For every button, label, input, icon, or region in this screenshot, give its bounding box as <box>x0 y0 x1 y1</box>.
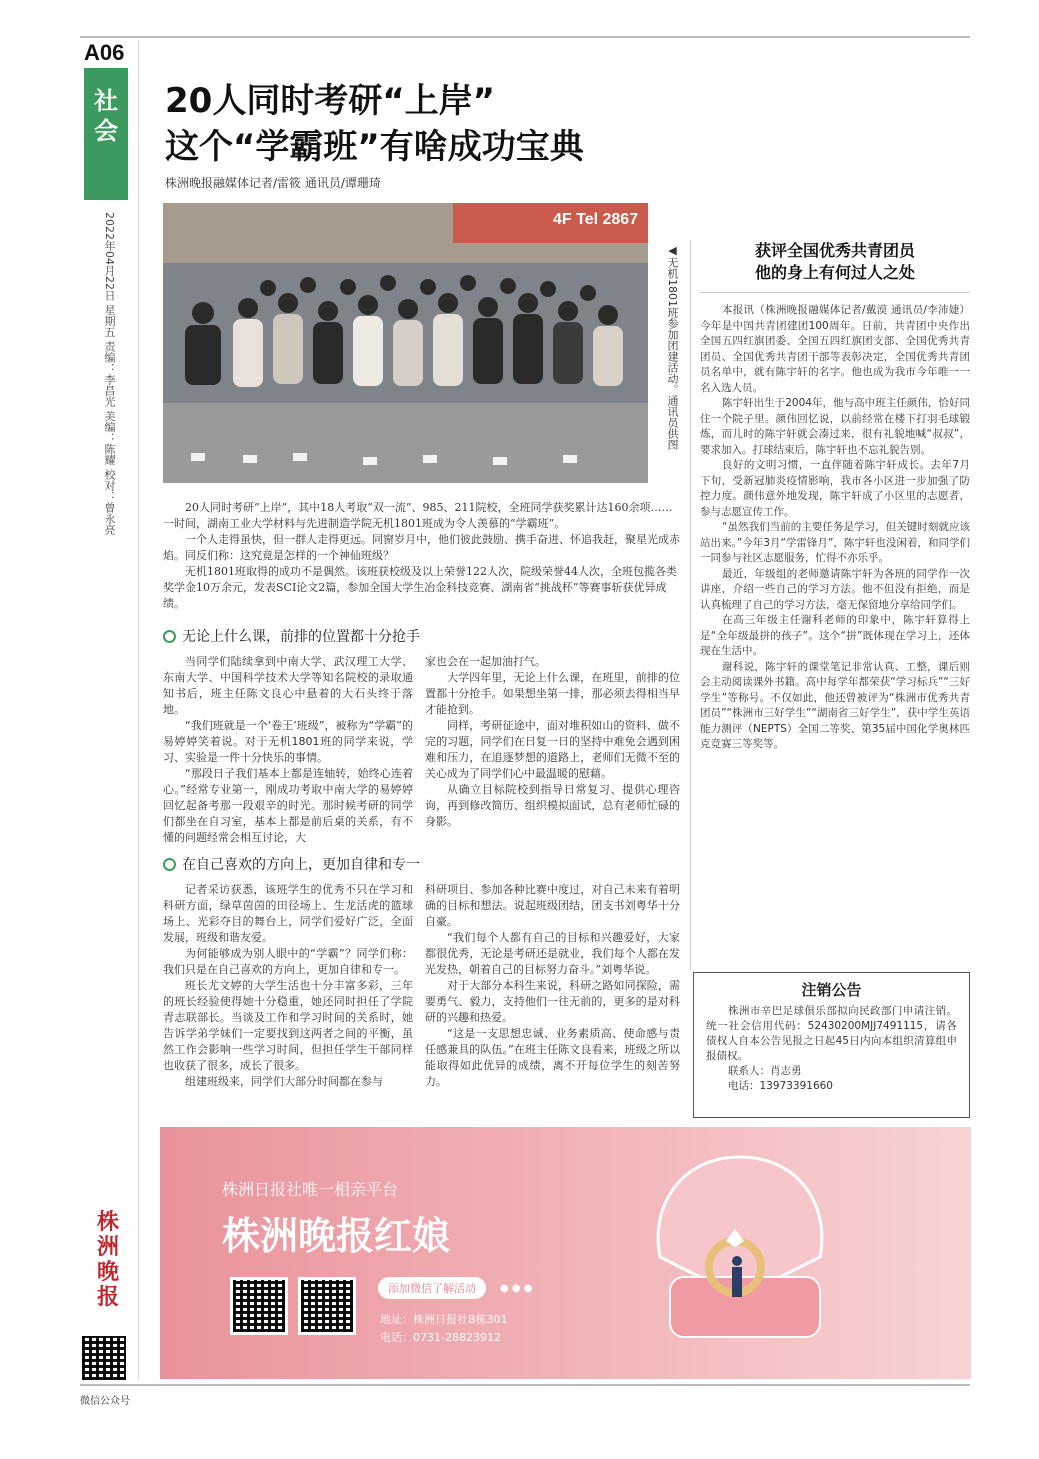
ad-phone: 电话：0731-28823912 <box>380 1331 501 1344</box>
photo-sign-text: 4F Tel 2867 <box>553 211 639 228</box>
body-paragraph: 班长尤文婷的大学生活也十分丰富多彩，三年的班长经验使得她十分稳重，她还同时担任了学院青志联部长。当谈及工作和学习时间的关系时，她告诉学弟学妹们一定要找到这两者之间的平衡，虽然工作会影响一些学习时间，但担任学生干部同样也收获了很多，成长了很多。 <box>163 979 413 1072</box>
subheading-2 <box>163 854 420 874</box>
sidebar-paragraph: 最近，年级组的老师邀请陈宇轩为各班的同学作一次讲座，介绍一些自己的学习方法。他不但没有拒绝，而是认真梳理了自己的学习方法，毫无保留地分享给同学们。 <box>700 567 970 611</box>
headline <box>165 78 584 170</box>
body-paragraph: 同样，考研征途中，面对堆积如山的资料、做不完的习题，同学们在日复一日的坚持中难免会遇到困难和压力，在追逐梦想的道路上，老师们无微不至的关心成为了同学们心中最温暖的慰藉。 <box>425 719 680 780</box>
sidebar-body <box>700 303 970 753</box>
body-paragraph: “这是一支思想忠诚、业务素质高、使命感与责任感兼具的队伍。”在班主任陈文良看来，班级之所以能取得如此优异的成绩，离不开每位学生的刻苦努力。 <box>425 1027 680 1088</box>
section2-column-b <box>425 882 680 1090</box>
body-paragraph: 家也会在一起加油打气。 <box>425 655 546 668</box>
subheading-1 <box>163 626 420 646</box>
sidebar-paragraph: 良好的文明习惯，一直伴随着陈宇轩成长。去年7月下旬，受新冠肺炎疫情影响，我市各小区进一步加强了防控力度。颜伟意外地发现，陈宇轩成了小区里的志愿者，参与志愿宣传工作。 <box>700 459 970 518</box>
photo-caption: ◀无机1801班参加团建活动。通讯员供图 <box>666 244 679 450</box>
sidebar-rule <box>700 292 970 293</box>
newspaper-logo: 株洲晚报 <box>96 1209 119 1310</box>
subheading-1-text: 无论上什么课，前排的位置都十分抢手 <box>182 629 420 645</box>
group-photo-illustration <box>163 203 648 483</box>
ad-tagline: 株洲日报社唯一相亲平台 <box>222 1180 399 1199</box>
sidebar-title-line-2: 他的身上有何过人之处 <box>754 263 915 282</box>
sidebar-paragraph: 本报讯（株洲晚报融媒体记者/戴漠 通讯员/李沛婕）今年是中国共青团建团100周年。日前，共青团中央作出全国五四红旗团委、全国五四红旗团支部、全国优秀共青团员、全国优秀共青团干部等表彰决定，全国优秀共青团员名单中，就有陈宇轩的名字。他也成为我市今年唯一一名入选人员。 <box>700 304 970 394</box>
ad-address: 地址：株洲日报社B栋301 <box>380 1313 508 1326</box>
article-lead <box>163 500 683 612</box>
lead-paragraph: 无机1801班取得的成功不是偶然。该班获校级及以上荣誉122人次，院级荣誉44人次，全班包揽各类奖学金10万余元，发表SCI论文2篇，参加全国大学生冶金科技竞赛、湖南省“挑战杯”等赛事斩获优异成绩。 <box>163 565 677 610</box>
top-rule <box>80 36 970 38</box>
body-paragraph: 从确立目标院校到指导日常复习、提供心理咨询，再到修改简历、组织模拟面试，总有老师忙碌的身影。 <box>425 783 680 828</box>
body-paragraph: 科研项目、参加各种比赛中度过，对自己未来有着明确的目标和想法。说起班级团结，团支书刘粤华十分自豪。 <box>425 883 680 928</box>
wechat-qr-icon <box>82 1336 126 1380</box>
body-paragraph: 记者采访获悉，该班学生的优秀不只在学习和科研方面，绿草茵茵的田径场上、生龙活虎的篮球场上、光彩夺目的舞台上，同学们爱好广泛，全面发展，班级和谐友爱。 <box>163 883 413 944</box>
sidebar-title-line-1: 获评全国优秀共青团员 <box>754 241 915 260</box>
body-paragraph: 大学四年里，无论上什么课，在班里，前排的位置都十分抢手。如果想坐第一排，那必须去得相当早才能抢到。 <box>425 671 680 716</box>
bottom-rule <box>80 1384 970 1386</box>
left-rule <box>138 40 139 1380</box>
sidebar-paragraph: 在高三年级主任谢科老师的印象中，陈宇轩算得上是“全年级最拼的孩子”。这个“拼”既体现在学习上，还体现在生活中。 <box>700 614 970 657</box>
body-paragraph: 当同学们陆续拿到中南大学、武汉理工大学、东南大学、中国科学技术大学等知名院校的录取通知书后，班主任陈文良心中悬着的大石头终于落地。 <box>163 655 413 716</box>
wechat-label: 微信公众号 <box>80 1396 130 1407</box>
body-paragraph: 对于大部分本科生来说，科研之路如同探险，需要勇气、毅力，支持他们一往无前的，更多的是对科研的兴趣和热爱。 <box>425 979 680 1024</box>
section1-column-b <box>425 654 680 830</box>
section2-column-a <box>163 882 413 1090</box>
headline-line-2: 这个“学霸班”有啥成功宝典 <box>165 127 584 167</box>
section1-column-a <box>163 654 413 846</box>
body-paragraph: “我们每个人都有自己的目标和兴趣爱好，大家都很优秀，无论是考研还是就业，我们每个人都在发光发热，朝着自己的目标努力奋斗。”刘粤华说。 <box>425 931 680 976</box>
body-paragraph: 组建班级来，同学们大部分时间都在参与 <box>185 1075 383 1088</box>
notice-phone: 电话：13973391660 <box>728 1080 833 1092</box>
section-tab: 社会 <box>84 68 128 200</box>
qr-code-icon <box>230 1277 288 1335</box>
notice-contact: 联系人：肖志勇 <box>728 1065 802 1077</box>
wechat-button[interactable]: 添加微信了解活动 <box>378 1277 486 1299</box>
subheading-2-text: 在自己喜欢的方向上，更加自律和专一 <box>182 857 420 873</box>
byline: 株洲晚报融媒体记者/雷筱 通讯员/谭珊琦 <box>165 176 381 190</box>
notice-body <box>706 1004 957 1094</box>
ring-box-illustration <box>640 1147 840 1357</box>
cancellation-notice <box>693 972 970 1118</box>
body-paragraph: “那段日子我们基本上都是连轴转，始终心连着心。”经常专业第一，刚成功考取中南大学的易婷婷回忆起备考那一段艰辛的时光。那时候考研的同学们都坐在自习室，基本上都是前后桌的关系，有不懂的问题经常会相互讨论，大 <box>163 767 413 844</box>
qr-code-icon <box>298 1277 356 1335</box>
headline-line-1: 20人同时考研“上岸” <box>165 81 496 121</box>
sidebar-title <box>700 240 970 284</box>
notice-title: 注销公告 <box>801 981 862 999</box>
page-number: A06 <box>84 40 125 65</box>
dots-icon: ● ● ● <box>500 1283 533 1294</box>
column-divider <box>690 240 691 970</box>
sidebar-paragraph: 陈宇轩出生于2004年，他与高中班主任颜伟，恰好同住一个院子里。颜伟回忆说，以前经常在楼下打羽毛球锻炼，而儿时的陈宇轩就会凑过来，很有礼貌地喊“叔叔”，要求加入。打球结束后，陈宇轩也不忘礼貌告别。 <box>700 397 970 456</box>
ad-brand: 株洲晚报红娘 <box>222 1213 451 1258</box>
advertisement-banner[interactable] <box>160 1127 971 1379</box>
bullet-icon <box>163 858 176 871</box>
body-paragraph: 为何能够成为别人眼中的“学霸”？同学们称：我们只是在自己喜欢的方向上，更加自律和专一。 <box>163 947 413 976</box>
body-paragraph: “我们班就是一个‘卷王’班级”，被称为“学霸”的易婷婷笑着说。对于无机1801班的同学来说，学习、实验是一件十分快乐的事情。 <box>163 719 413 764</box>
group-photo <box>163 203 648 483</box>
notice-text: 株洲市辛巴足球俱乐部拟向民政部门申请注销。统一社会信用代码：52430200MJJ7491115，请各债权人自本公告见报之日起45日内向本组织清算组申报债权。 <box>706 1005 957 1062</box>
sidebar-article <box>700 240 970 753</box>
dateline: 2022年04月22日 星期五 责编：李昌光 美编：陈耀 校对：曾永亮 <box>103 212 116 535</box>
lead-paragraph: 20人同时考研“上岸”，其中18人考取“双一流”、985、211院校，全班同学获奖累计达160余项……一时间，湖南工业大学材料与先进制造学院无机1801班成为令人羡慕的“学霸班”。 <box>163 501 673 530</box>
sidebar-paragraph: “虽然我们当前的主要任务是学习，但关键时刻就应该站出来。”今年3月“学雷锋月”，陈宇轩也没闲着，和同学们一同参与社区志愿服务，忙得不亦乐乎。 <box>700 521 970 564</box>
lead-paragraph: 一个人走得虽快，但一群人走得更远。同窗岁月中，他们彼此鼓励、携手奋进、怀追我赶，聚星光成赤焰。同反们称：这究竟是怎样的一个神仙班级？ <box>163 533 680 562</box>
bullet-icon <box>163 630 176 643</box>
sidebar-paragraph: 谢科说，陈宇轩的课堂笔记非常认真、工整，课后则会主动阅读课外书籍。高中每学年都荣获“学习标兵”“三好学生”等称号。不仅如此，他还曾被评为“株洲市优秀共青团员”“株洲市三好学生”“湖南省三好学生”，获中学生英语能力测评（NEPTS）全国二等奖、第35届中国化学奥林匹克竞赛三等奖等。 <box>700 660 970 750</box>
